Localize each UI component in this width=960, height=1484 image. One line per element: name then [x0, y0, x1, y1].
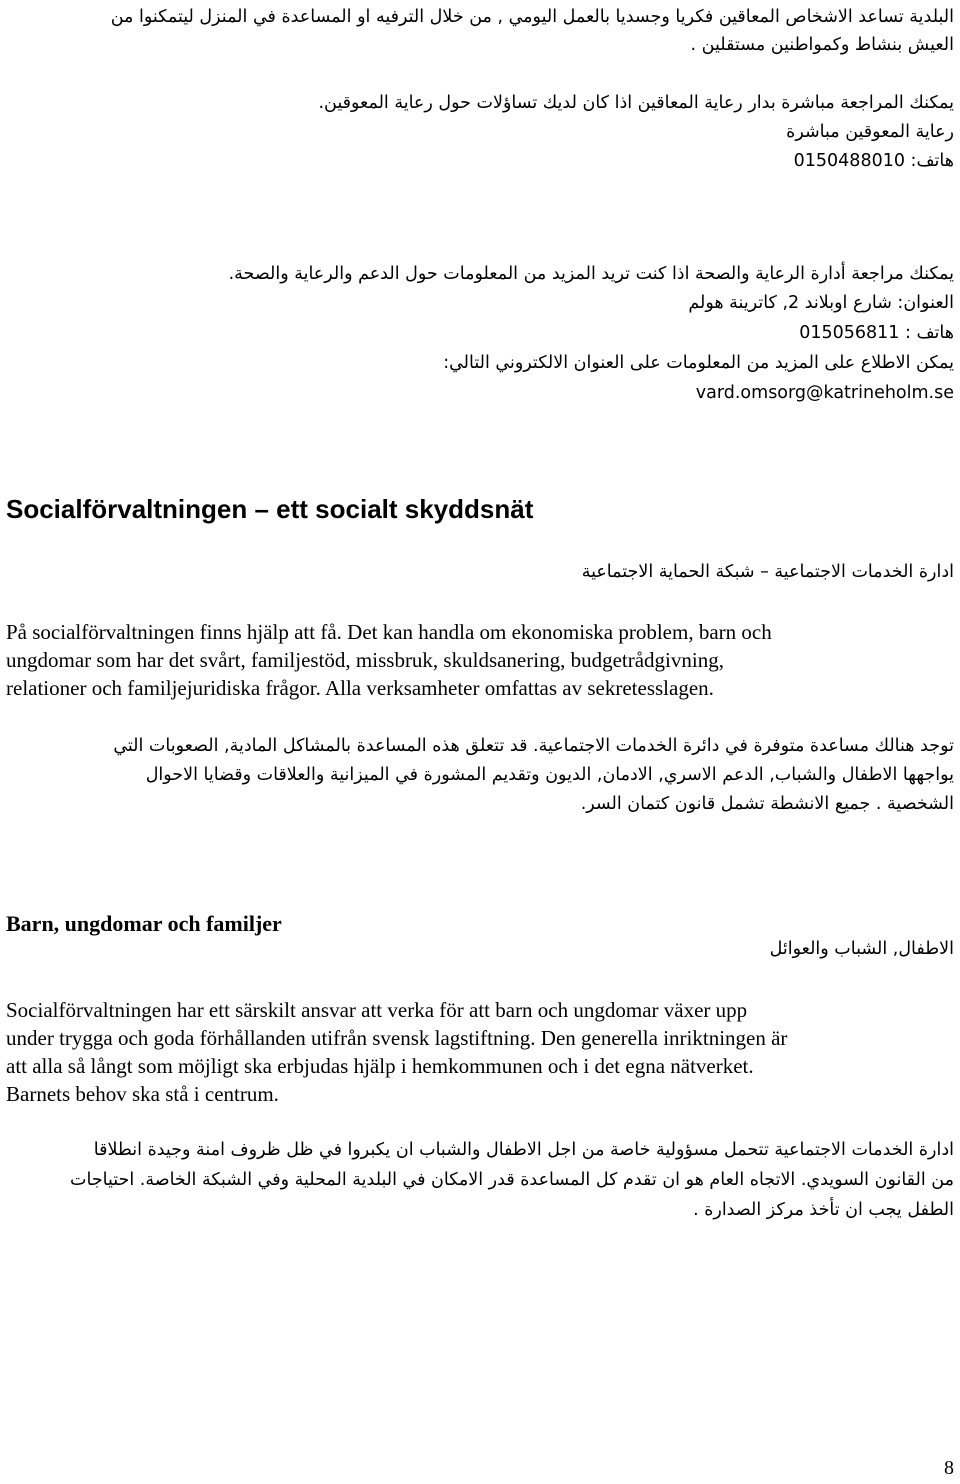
social-body-ar-line-3: الشخصية . جميع الانشطة تشمل قانون كتمان السر. — [580, 794, 954, 814]
family-body-sv-line-1: Socialförvaltningen har ett särskilt ansvar att verka för att barn och ungdomar växer upp — [6, 998, 748, 1022]
family-body-ar-line-2: من القانون السويدي. الاتجاه العام هو ان تقدم كل المساعدة قدر الامكان في البلدية المحلية وفي الشبكة الخاصة. احتياجات — [70, 1170, 954, 1190]
social-section-heading-ar: ادارة الخدمات الاجتماعية – شبكة الحماية الاجتماعية — [581, 562, 954, 582]
care-contact-email[interactable]: vard.omsorg@katrineholm.se — [695, 383, 954, 403]
care-contact-address: العنوان: شارع اوبلاند 2, كاترينة هولم — [688, 293, 954, 313]
social-body-sv-line-2: ungdomar som har det svårt, familjestöd, missbruk, skuldsanering, budgetrådgivning, — [6, 648, 724, 672]
family-body-sv-line-3: att alla så långt som möjligt ska erbjudas hjälp i hemkommunen och i det egna nätverket. — [6, 1054, 754, 1078]
care-contact-line-1: يمكنك مراجعة أدارة الرعاية والصحة اذا كنت تريد المزيد من المعلومات حول الدعم والرعاية والصحة. — [228, 264, 954, 284]
family-body-sv-line-4: Barnets behov ska stå i centrum. — [6, 1082, 279, 1106]
disability-contact-line-1: يمكنك المراجعة مباشرة بدار رعاية المعاقين اذا كان لديك تساؤلات حول رعاية المعوقين. — [318, 93, 954, 113]
page-number: 8 — [944, 1457, 954, 1479]
family-section-heading: Barn, ungdomar och familjer — [6, 911, 282, 936]
care-contact-info: يمكن الاطلاع على المزيد من المعلومات على العنوان الالكتروني التالي: — [443, 353, 954, 373]
social-body-ar-line-1: توجد هنالك مساعدة متوفرة في دائرة الخدمات الاجتماعية. قد تتعلق هذه المساعدة بالمشاكل المادية, الصعوبات التي — [113, 736, 954, 756]
care-contact-phone: هاتف : 015056811 — [799, 323, 954, 343]
disability-contact-line-2: رعاية المعوقين مباشرة — [786, 122, 954, 142]
intro-line-1: البلدية تساعد الاشخاص المعاقين فكريا وجسديا بالعمل اليومي , من خلال الترفيه او المساعدة في المنزل ليتمكنوا من — [110, 7, 954, 27]
social-body-sv-line-1: På socialförvaltningen finns hjälp att få. Det kan handla om ekonomiska problem, barn och — [6, 620, 772, 644]
family-section-heading-ar: الاطفال, الشباب والعوائل — [769, 939, 954, 959]
family-body-sv-line-2: under trygga och goda förhållanden utifrån svensk lagstiftning. Den generella inriktningen är — [6, 1026, 788, 1050]
family-body-ar-line-1: ادارة الخدمات الاجتماعية تتحمل مسؤولية خاصة من اجل الاطفال والشباب ان يكبروا في ظل ظروف امنة وجيدة انطلاقا — [93, 1140, 954, 1160]
intro-line-2: العيش بنشاط وكمواطنين مستقلين . — [690, 35, 954, 55]
social-section-heading: Socialförvaltningen – ett socialt skyddsnät — [6, 494, 534, 524]
family-body-ar-line-3: الطفل يجب ان تأخذ مركز الصدارة . — [693, 1200, 954, 1220]
social-body-sv-line-3: relationer och familjejuridiska frågor. Alla verksamheter omfattas av sekretesslagen. — [6, 676, 714, 700]
disability-contact-phone: هاتف: 0150488010 — [793, 151, 954, 171]
social-body-ar-line-2: يواجهها الاطفال والشباب, الدعم الاسري, الادمان, الديون وتقديم المشورة في الميزانية والعلاقات وقضايا الاحوال — [145, 765, 954, 785]
